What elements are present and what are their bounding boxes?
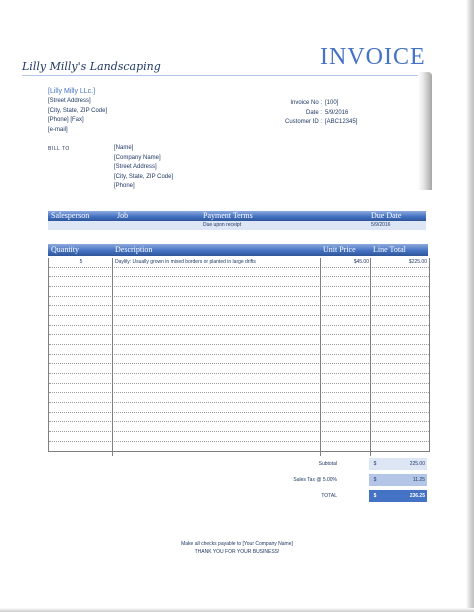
total-label: TOTAL — [321, 493, 337, 499]
table-row — [49, 345, 429, 355]
total-row — [280, 490, 428, 503]
table-row — [49, 335, 429, 345]
subtotal-value: 225.00 — [381, 458, 427, 470]
header-quantity: Quantity — [51, 245, 79, 254]
column-divider — [112, 258, 113, 456]
bill-to-line: [Name] — [114, 145, 134, 151]
table-row — [49, 403, 429, 413]
customer-id-row — [250, 118, 357, 128]
bill-to-line: [Street Address] — [114, 164, 157, 171]
subtotal-row — [280, 458, 428, 471]
table-row — [49, 422, 429, 432]
job-table-header — [48, 211, 426, 221]
sender-city: [City, State, ZIP Code] — [48, 107, 108, 114]
job-table-row — [48, 221, 426, 230]
job-due-date: 5/9/2016 — [371, 222, 391, 228]
column-divider — [320, 258, 321, 456]
sender-phone-fax: [Phone] [Fax] — [48, 117, 84, 123]
column-divider — [370, 258, 371, 456]
tax-row — [280, 474, 428, 487]
table-row — [49, 432, 429, 442]
header-job: Job — [117, 211, 129, 220]
page-bottom-shadow — [0, 608, 474, 612]
table-row — [49, 277, 429, 287]
table-row — [49, 258, 429, 268]
subtotal-currency: $ — [369, 458, 381, 470]
table-row — [49, 374, 429, 384]
bill-to-line: [City, State, ZIP Code] — [114, 173, 174, 180]
invoice-no-label: Invoice No : — [290, 100, 322, 106]
thank-you-note: THANK YOU FOR YOUR BUSINESS! — [194, 549, 280, 555]
header-payment-terms: Payment Terms — [203, 211, 253, 220]
item-qty: 5 — [79, 259, 83, 265]
tax-currency: $ — [369, 474, 381, 486]
sender-address — [48, 87, 107, 135]
date-label: Date : — [305, 109, 322, 116]
total-currency: $ — [369, 490, 381, 502]
checks-note: Make all checks payable to [Your Company Name] — [181, 541, 293, 547]
subtotal-label: Subtotal — [318, 461, 337, 467]
invoice-no-value: [100] — [325, 100, 339, 106]
bill-to-address — [114, 144, 173, 192]
invoice-title: INVOICE — [320, 44, 426, 70]
page-edge-shadow — [466, 0, 474, 612]
table-row — [49, 326, 429, 336]
table-row — [49, 316, 429, 326]
customer-id-value: [ABC12345] — [325, 119, 358, 125]
header-line-total: Line Total — [373, 245, 406, 254]
tax-value: 11.25 — [381, 474, 427, 486]
total-value: 236.25 — [381, 490, 427, 502]
table-row — [49, 393, 429, 403]
decorative-swoosh — [418, 72, 432, 190]
table-row — [49, 355, 429, 365]
customer-id-label: Customer ID : — [284, 119, 322, 125]
sender-email: [e-mail] — [48, 126, 68, 133]
items-table-header — [48, 244, 428, 256]
header-description: Description — [115, 245, 153, 254]
items-table — [48, 258, 430, 452]
table-row — [49, 306, 429, 316]
invoice-meta — [250, 99, 357, 128]
sender-name: [Lilly Milly LLc.] — [48, 88, 96, 95]
header-due-date: Due Date — [371, 211, 402, 220]
totals-block — [280, 458, 428, 503]
table-row — [49, 297, 429, 307]
bill-to-label: BILL TO — [48, 146, 70, 152]
table-row — [49, 384, 429, 394]
table-row — [49, 287, 429, 297]
table-row — [49, 413, 429, 423]
sender-street: [Street Address] — [48, 98, 91, 104]
invoice-no-row — [250, 99, 357, 109]
table-row — [49, 364, 429, 374]
item-line-total: $225.00 — [408, 259, 427, 265]
tax-label: Sales Tax @ 5.00% — [293, 477, 337, 483]
item-description: Daylily: Usually grown in mixed borders or planted in large drifts — [115, 259, 256, 265]
header-salesperson: Salesperson — [51, 211, 90, 220]
date-row — [250, 109, 357, 119]
title-divider — [22, 75, 430, 76]
bill-to-line: [Phone] — [114, 183, 135, 190]
job-payment-terms: Due upon receipt — [203, 222, 242, 228]
table-row — [49, 268, 429, 278]
bill-to-line: [Company Name] — [114, 154, 161, 161]
company-title: Lilly Milly's Landscaping — [22, 60, 161, 73]
item-unit-price: $45.00 — [353, 259, 369, 265]
date-value: 5/9/2016 — [325, 109, 349, 116]
header-unit-price: Unit Price — [323, 245, 356, 254]
table-row — [49, 442, 429, 452]
